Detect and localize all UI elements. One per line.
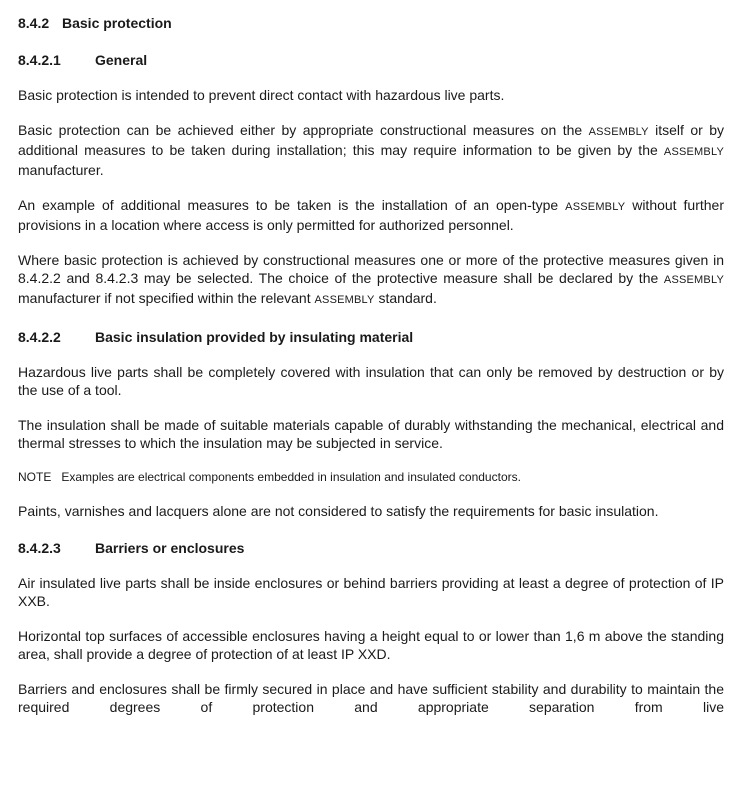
section-heading: [18, 12, 724, 32]
paragraph: Barriers and enclosures shall be firmly secured in place and have sufficient stability and durability to maintain the required degrees of protection and appropriate separation from live: [18, 681, 724, 715]
section-heading: [18, 326, 724, 346]
paragraph: Air insulated live parts shall be inside enclosures or behind barriers providing at least a degree of protection of IP XXB.: [18, 575, 724, 609]
paragraph: Hazardous live parts shall be completely covered with insulation that can only be removed by destruction or by the use of a tool.: [18, 364, 724, 398]
smallcaps-term: ASSEMBLY: [588, 126, 649, 138]
heading-title: Basic protection: [62, 15, 172, 31]
heading-number: 8.4.2.2: [18, 329, 61, 345]
note-paragraph: NOTE Examples are electrical components embedded in insulation and insulated conductors.: [18, 470, 521, 484]
paragraph: The insulation shall be made of suitable materials capable of durably withstanding the mechanical, electrical and thermal stresses to which the insulation may be subjected in service.: [18, 417, 724, 451]
heading-title: General: [95, 52, 148, 68]
heading-number: 8.4.2.3: [18, 540, 61, 556]
note-label: NOTE: [18, 470, 52, 484]
document-body: [18, 12, 724, 716]
smallcaps-term: ASSEMBLY: [663, 146, 724, 158]
heading-title: Basic insulation provided by insulating material: [95, 329, 414, 345]
smallcaps-term: ASSEMBLY: [314, 294, 375, 306]
heading-number: 8.4.2.1: [18, 52, 61, 68]
smallcaps-term: ASSEMBLY: [663, 274, 724, 286]
heading-number: 8.4.2: [18, 15, 50, 31]
paragraph: Basic protection can be achieved either by appropriate constructional measures on the ASSEMBLY itself or by additional measures to be taken during installation; this may require information to be given by the ASSEMBLY manufacturer.: [18, 122, 724, 178]
paragraph: An example of additional measures to be taken is the installation of an open-type ASSEMBLY without further provisions in a location where access is only permitted for authorized personnel.: [18, 197, 724, 233]
paragraph: Paints, varnishes and lacquers alone are not considered to satisfy the requirements for basic insulation.: [18, 503, 659, 519]
paragraph: Where basic protection is achieved by constructional measures one or more of the protective measures given in 8.4.2.2 and 8.4.2.3 may be selected. The choice of the protective measure shall be declared by the ASSEMBLY manufacturer if not specified within the relevant ASSEMBLY standard.: [18, 252, 724, 306]
paragraph: Basic protection is intended to prevent direct contact with hazardous live parts.: [18, 87, 505, 103]
section-heading: [18, 537, 724, 557]
section-heading: [18, 49, 724, 69]
smallcaps-term: ASSEMBLY: [565, 201, 626, 213]
paragraph: Horizontal top surfaces of accessible enclosures having a height equal to or lower than 1,6 m above the standing area, shall provide a degree of protection of at least IP XXD.: [18, 628, 724, 662]
heading-title: Barriers or enclosures: [95, 540, 245, 556]
